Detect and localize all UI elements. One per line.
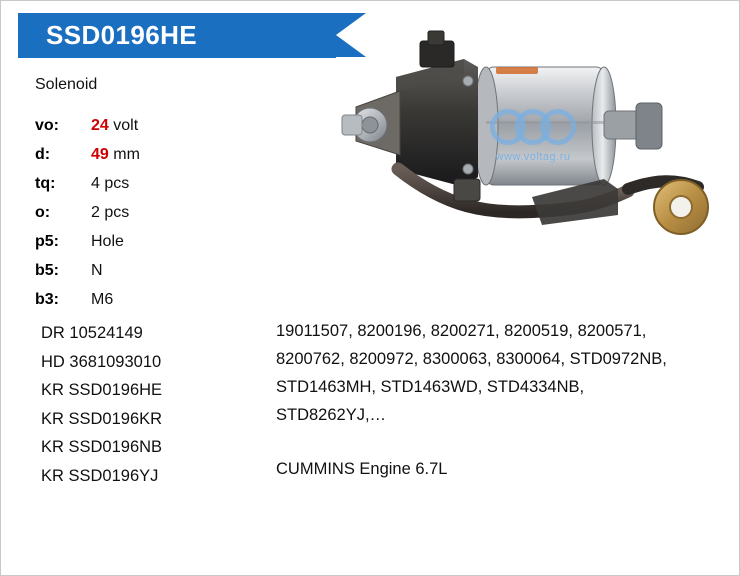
spec-value-highlight: 49 — [91, 145, 109, 163]
spec-value — [81, 285, 255, 314]
watermark-text: www.voltag.ru — [495, 151, 571, 163]
spec-value-rest: 4 pcs — [91, 174, 130, 192]
part-number-title: SSD0196HE — [46, 20, 198, 50]
spec-value-rest: 2 pcs — [91, 203, 130, 221]
list-item: KR SSD0196YJ — [41, 466, 159, 485]
spec-value-highlight: 24 — [91, 116, 109, 134]
spec-key: vo: — [35, 116, 59, 134]
spec-row — [35, 111, 255, 140]
spec-value — [81, 111, 255, 140]
specifications-table — [35, 111, 255, 314]
list-item: KR SSD0196KR — [41, 409, 163, 428]
list-item: HD 3681093010 — [41, 352, 162, 371]
spec-key: b3: — [35, 290, 59, 308]
cross-reference-block — [276, 317, 721, 483]
spec-value-rest: volt — [113, 116, 139, 134]
solenoid-illustration — [336, 29, 721, 294]
spec-value — [81, 198, 255, 227]
product-type-label: Solenoid — [35, 76, 98, 93]
spec-row — [35, 169, 255, 198]
spec-row — [35, 227, 255, 256]
spec-value-rest: M6 — [91, 290, 114, 308]
spec-value — [81, 256, 255, 285]
manufacturer-code-list — [41, 319, 162, 490]
spec-row — [35, 140, 255, 169]
oe-numbers: 19011507, 8200196, 8200271, 8200519, 8200571, 8200762, 8200972, 8300063, 8300064, STD0972NB, STD1463MH, STD1463WD, STD4334NB, STD8262YJ,… — [276, 322, 667, 424]
spec-value — [81, 140, 255, 169]
spec-value-rest: Hole — [91, 232, 124, 250]
spec-row — [35, 256, 255, 285]
spec-key: p5: — [35, 232, 59, 250]
list-item: KR SSD0196HE — [41, 381, 163, 399]
spec-key: b5: — [35, 261, 59, 279]
spec-value — [81, 169, 255, 198]
spec-value-rest: mm — [113, 145, 140, 163]
spec-row — [35, 285, 255, 314]
spec-value — [81, 227, 255, 256]
list-item: DR 10524149 — [41, 324, 143, 342]
spec-key: tq: — [35, 174, 56, 192]
spec-key: o: — [35, 203, 51, 221]
spec-row — [35, 198, 255, 227]
product-photo — [336, 29, 721, 294]
spec-value-rest: N — [91, 261, 103, 279]
list-item: KR SSD0196NB — [41, 438, 163, 456]
title-banner — [18, 13, 366, 58]
spec-key: d: — [35, 145, 51, 163]
engine-application: CUMMINS Engine 6.7L — [276, 460, 448, 478]
